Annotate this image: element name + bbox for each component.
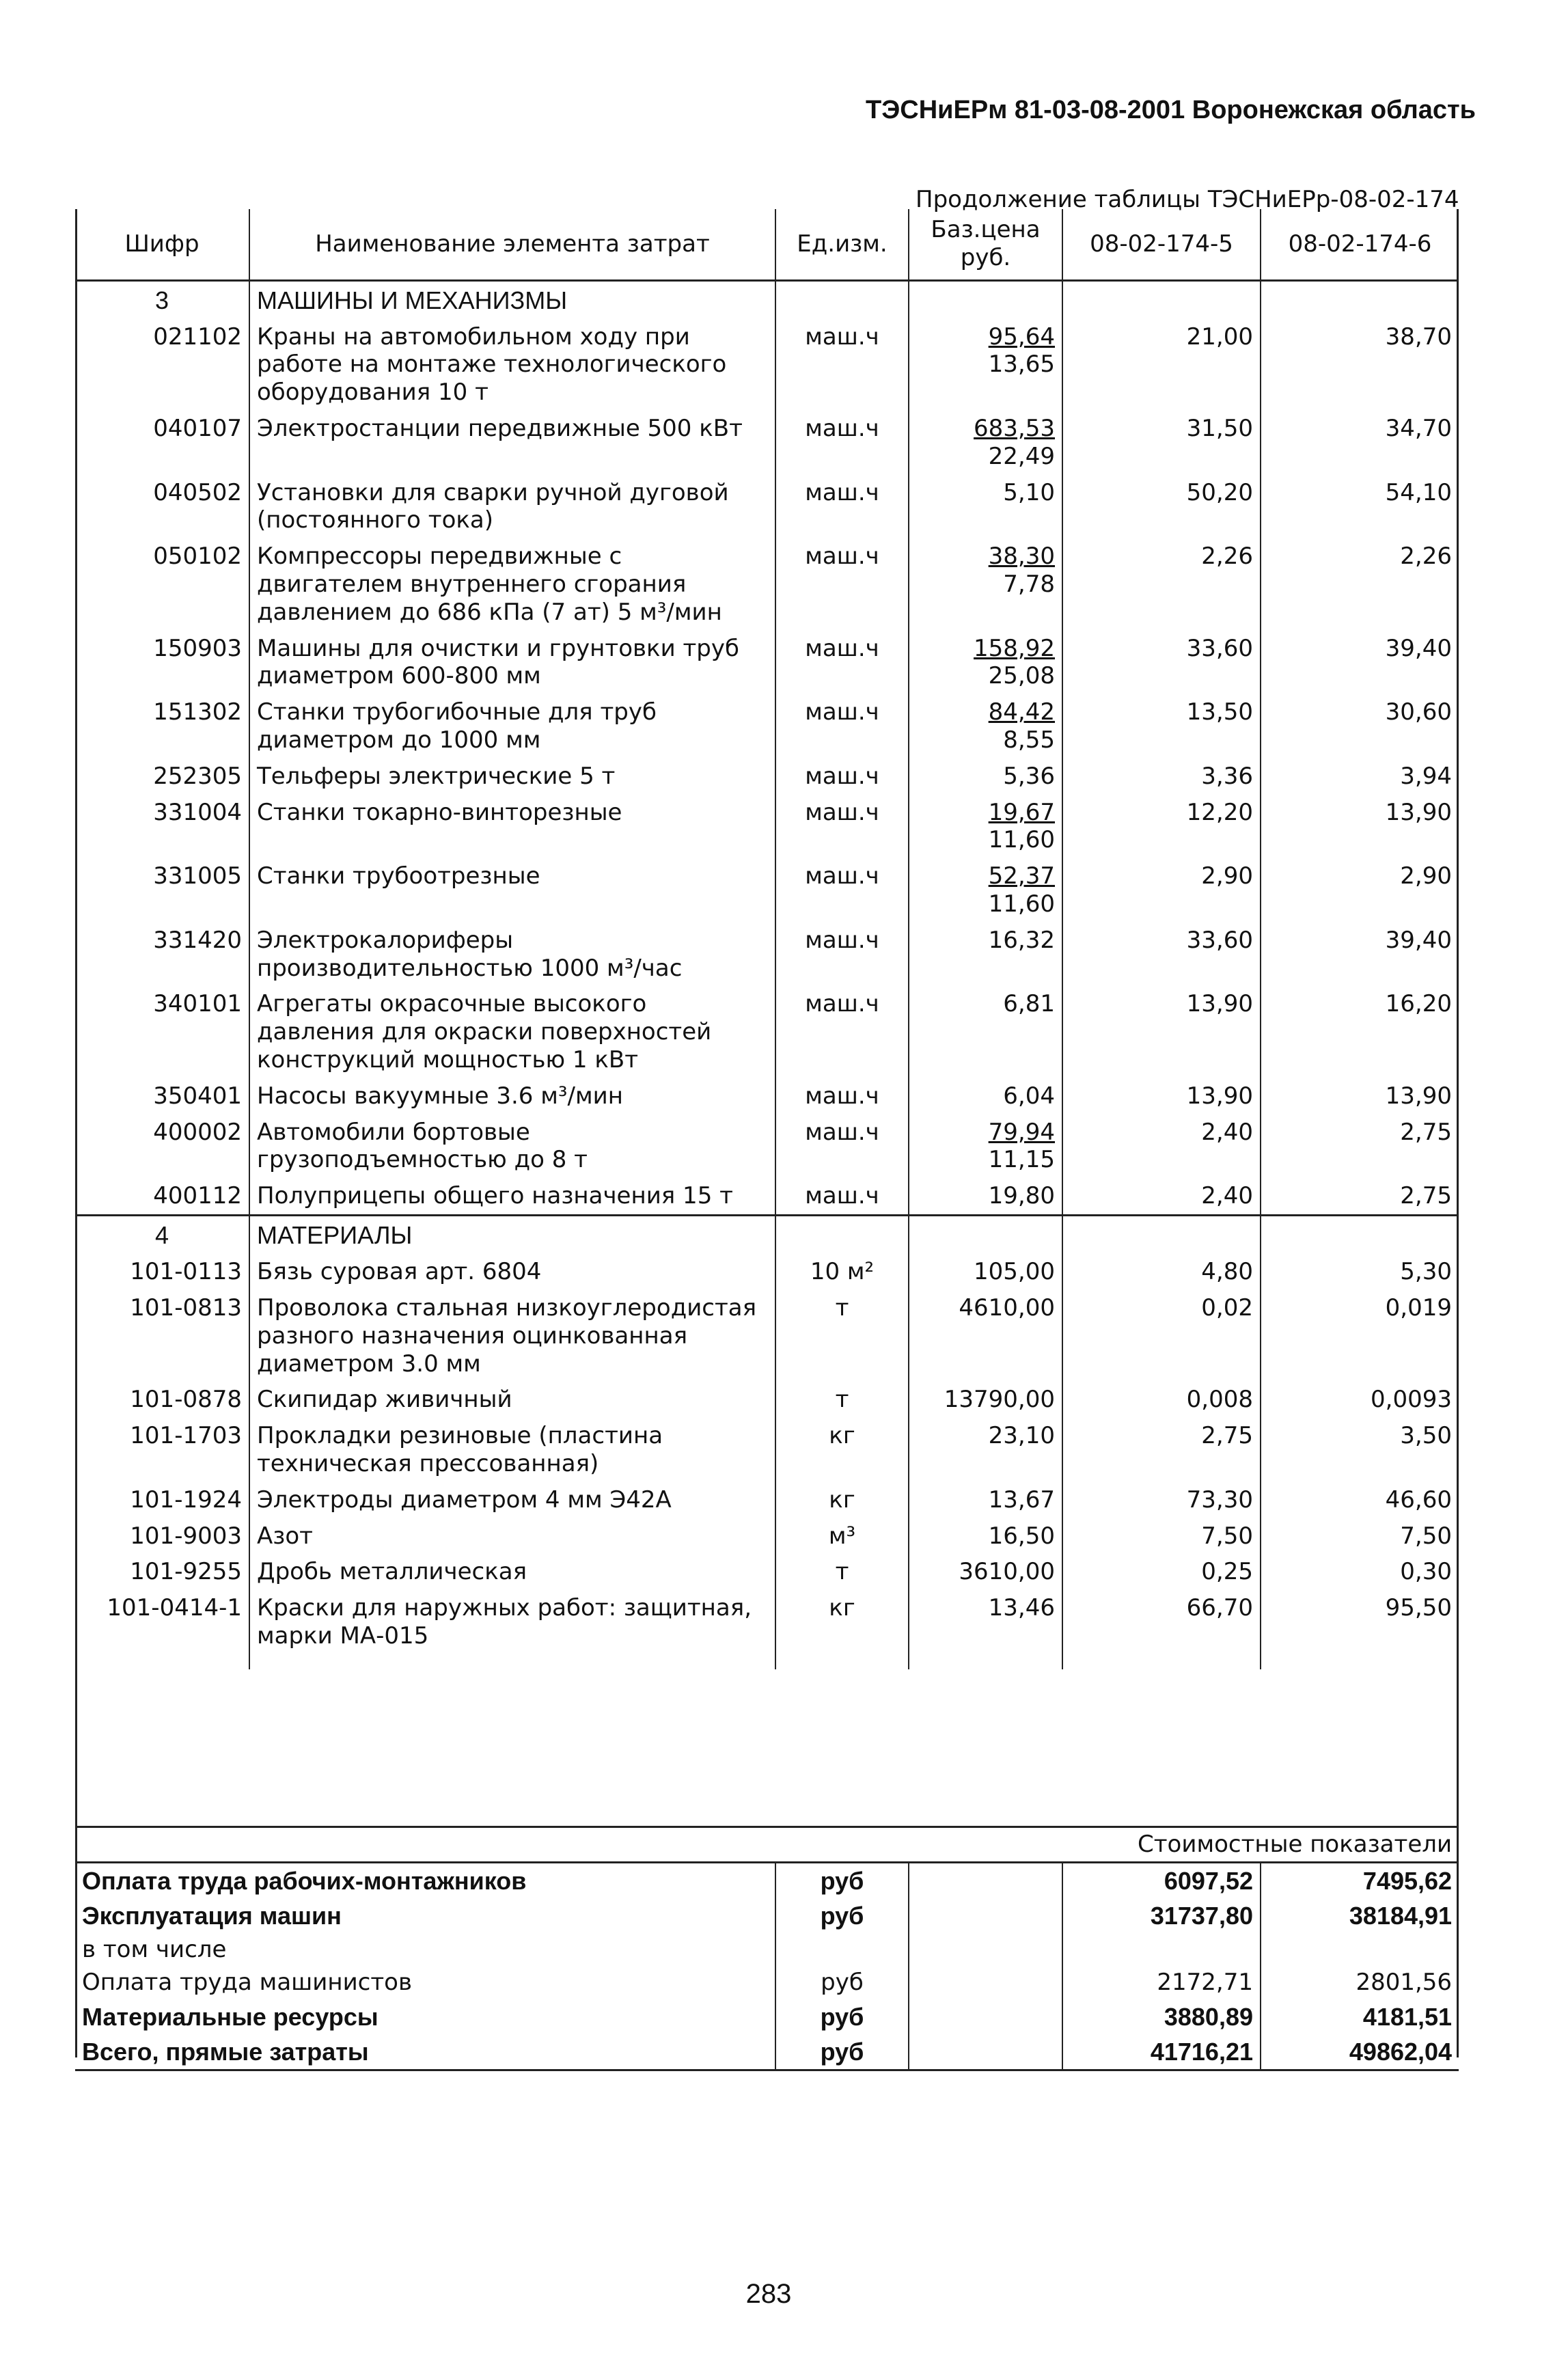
resource-base-price bbox=[909, 411, 1062, 475]
empty-cell bbox=[909, 1999, 1062, 2034]
resource-unit: 10 м² bbox=[775, 1254, 909, 1290]
norm-value-08-02-174-6: 2,26 bbox=[1400, 543, 1452, 571]
empty-cell bbox=[909, 1654, 1062, 1669]
cost-unit: руб bbox=[775, 1898, 909, 1933]
section-title: МАШИНЫ И МЕХАНИЗМЫ bbox=[249, 280, 775, 319]
cost-value-08-02-174-5: 3880,89 bbox=[1062, 1999, 1261, 2034]
table-row bbox=[75, 1482, 1459, 1518]
cost-value-08-02-174-6: 38184,91 bbox=[1349, 1901, 1453, 1930]
base-price-value: 19,80 bbox=[988, 1182, 1055, 1210]
base-price-value: 5,10 bbox=[1003, 478, 1055, 506]
base-price-value: 16,50 bbox=[988, 1522, 1055, 1550]
empty-cell bbox=[1261, 280, 1459, 319]
norm-value-08-02-174-6: 0,019 bbox=[1385, 1294, 1452, 1322]
cost-summary-table bbox=[75, 1826, 1459, 2071]
norm-value-08-02-174-6: 0,0093 bbox=[1371, 1386, 1452, 1414]
resource-base-price bbox=[909, 922, 1062, 987]
norm-value-08-02-174-6: 7,50 bbox=[1400, 1522, 1452, 1550]
base-price-value: 5,36 bbox=[1003, 762, 1055, 790]
norm-value-08-02-174-6: 2,75 bbox=[1400, 1182, 1452, 1210]
empty-cell bbox=[909, 2034, 1062, 2070]
cost-unit: руб bbox=[775, 2034, 909, 2070]
resource-code: 040107 bbox=[75, 411, 249, 475]
cost-value-08-02-174-5 bbox=[1062, 1933, 1261, 1967]
cost-unit bbox=[775, 1933, 909, 1967]
cost-unit: руб bbox=[775, 1862, 909, 1898]
base-price-value: 23,10 bbox=[988, 1422, 1055, 1450]
norm-value-08-02-174-6: 13,90 bbox=[1385, 798, 1452, 826]
resource-name: Краны на автомобильном ходу при работе на монтаже технологического оборудования 10 т bbox=[249, 319, 775, 411]
resource-unit: маш.ч bbox=[775, 411, 909, 475]
norm-value-08-02-174-5: 7,50 bbox=[1062, 1518, 1261, 1555]
resource-code: 101-1703 bbox=[75, 1418, 249, 1482]
base-price-value: 6,81 bbox=[1003, 990, 1055, 1018]
resource-base-price bbox=[909, 1114, 1062, 1179]
resource-unit: маш.ч bbox=[775, 1078, 909, 1114]
resource-unit: маш.ч bbox=[775, 319, 909, 411]
cost-label: Эксплуатация машин bbox=[82, 1901, 342, 1930]
norm-value-08-02-174-5: 2,40 bbox=[1062, 1114, 1261, 1179]
column-header-unit: Ед.изм. bbox=[775, 209, 909, 280]
norm-value-08-02-174-5: 2,40 bbox=[1062, 1178, 1261, 1215]
operator-wage-value: 25,08 bbox=[988, 662, 1055, 690]
spacer-row bbox=[75, 1654, 1459, 1669]
section-number: 3 bbox=[75, 280, 249, 319]
resource-base-price bbox=[909, 1078, 1062, 1114]
empty-cell bbox=[1261, 1654, 1459, 1669]
table-row bbox=[75, 1382, 1459, 1418]
norm-value-08-02-174-6: 3,94 bbox=[1400, 762, 1452, 790]
resource-unit: маш.ч bbox=[775, 694, 909, 758]
operator-wage-value: 8,55 bbox=[1003, 726, 1055, 754]
operator-wage-value: 11,60 bbox=[988, 826, 1055, 854]
table-row bbox=[75, 795, 1459, 859]
cost-summary-row bbox=[75, 1966, 1459, 1999]
resource-code: 050102 bbox=[75, 538, 249, 630]
base-price-value: 158,92 bbox=[974, 634, 1055, 662]
resource-unit: маш.ч bbox=[775, 758, 909, 795]
resource-code: 331005 bbox=[75, 858, 249, 922]
base-price-value: 683,53 bbox=[974, 415, 1055, 443]
resource-base-price bbox=[909, 538, 1062, 630]
table-row bbox=[75, 1518, 1459, 1555]
resource-name: Электрокалориферы производительностью 1000 м³/час bbox=[249, 922, 775, 987]
resource-code: 150903 bbox=[75, 631, 249, 695]
cost-value-08-02-174-5: 6097,52 bbox=[1062, 1862, 1261, 1898]
cost-value-08-02-174-6: 7495,62 bbox=[1362, 1866, 1453, 1895]
section-header-row bbox=[75, 280, 1459, 319]
column-header-08-02-174-5: 08-02-174-5 bbox=[1062, 209, 1261, 280]
cost-summary-row bbox=[75, 1862, 1459, 1898]
empty-cell bbox=[249, 1654, 775, 1669]
norm-value-08-02-174-5: 2,75 bbox=[1062, 1418, 1261, 1482]
norm-value-08-02-174-6: 39,40 bbox=[1385, 634, 1452, 662]
norm-value-08-02-174-5: 2,90 bbox=[1062, 858, 1261, 922]
resource-base-price bbox=[909, 986, 1062, 1078]
resource-name: Установки для сварки ручной дуговой (постоянного тока) bbox=[249, 475, 775, 539]
cost-unit: руб bbox=[775, 1966, 909, 1999]
cost-caption-row bbox=[75, 1827, 1459, 1863]
resource-base-price bbox=[909, 1482, 1062, 1518]
resource-name: Станки трубогибочные для труб диаметром до 1000 мм bbox=[249, 694, 775, 758]
norm-value-08-02-174-5: 50,20 bbox=[1062, 475, 1261, 539]
base-price-value: 19,67 bbox=[988, 798, 1055, 826]
norm-value-08-02-174-5: 2,26 bbox=[1062, 538, 1261, 630]
resource-code: 040502 bbox=[75, 475, 249, 539]
resource-name: Бязь суровая арт. 6804 bbox=[249, 1254, 775, 1290]
table-row bbox=[75, 1114, 1459, 1179]
resource-base-price bbox=[909, 1418, 1062, 1482]
resource-base-price bbox=[909, 858, 1062, 922]
column-header-code: Шифр bbox=[75, 209, 249, 280]
resource-code: 021102 bbox=[75, 319, 249, 411]
empty-cell bbox=[909, 1933, 1062, 1967]
resource-name: Электроды диаметром 4 мм Э42А bbox=[249, 1482, 775, 1518]
base-price-value: 6,04 bbox=[1003, 1082, 1055, 1110]
norm-value-08-02-174-6: 39,40 bbox=[1385, 926, 1452, 954]
column-header-08-02-174-6: 08-02-174-6 bbox=[1261, 209, 1459, 280]
resource-name: Компрессоры передвижные с двигателем внутреннего сгорания давлением до 686 кПа (7 ат) 5 м³/мин bbox=[249, 538, 775, 630]
table-row bbox=[75, 1178, 1459, 1215]
resource-unit: маш.ч bbox=[775, 922, 909, 987]
document-header-title: ТЭСНиЕРм 81-03-08-2001 Воронежская область bbox=[866, 96, 1476, 124]
norm-value-08-02-174-6: 95,50 bbox=[1385, 1594, 1452, 1622]
resource-base-price bbox=[909, 1254, 1062, 1290]
base-price-value: 38,30 bbox=[988, 543, 1055, 571]
resource-unit: кг bbox=[775, 1590, 909, 1654]
norm-value-08-02-174-6: 2,90 bbox=[1400, 862, 1452, 890]
norm-value-08-02-174-5: 66,70 bbox=[1062, 1590, 1261, 1654]
cost-summary-row bbox=[75, 2034, 1459, 2070]
resource-code: 101-9003 bbox=[75, 1518, 249, 1555]
norm-value-08-02-174-5: 33,60 bbox=[1062, 631, 1261, 695]
cost-label: Материальные ресурсы bbox=[82, 2002, 379, 2031]
norm-value-08-02-174-5: 33,60 bbox=[1062, 922, 1261, 987]
empty-cell bbox=[1062, 1654, 1261, 1669]
resource-name: Полуприцепы общего назначения 15 т bbox=[249, 1178, 775, 1215]
table-row bbox=[75, 694, 1459, 758]
norm-value-08-02-174-5: 13,90 bbox=[1062, 1078, 1261, 1114]
empty-cell bbox=[775, 1654, 909, 1669]
cost-label: в том числе bbox=[82, 1935, 227, 1963]
cost-summary-row bbox=[75, 1999, 1459, 2034]
cost-value-08-02-174-6 bbox=[1261, 1933, 1459, 1967]
empty-cell bbox=[1062, 1216, 1261, 1255]
norm-value-08-02-174-5: 12,20 bbox=[1062, 795, 1261, 859]
resource-base-price bbox=[909, 319, 1062, 411]
norm-value-08-02-174-5: 0,25 bbox=[1062, 1554, 1261, 1590]
resource-base-price bbox=[909, 1290, 1062, 1382]
column-header-name: Наименование элемента затрат bbox=[249, 209, 775, 280]
resource-unit: кг bbox=[775, 1418, 909, 1482]
resource-code: 400002 bbox=[75, 1114, 249, 1179]
column-header-price: Баз.цена руб. bbox=[909, 209, 1062, 280]
cost-value-08-02-174-6: 4181,51 bbox=[1362, 2002, 1453, 2031]
norm-value-08-02-174-5: 4,80 bbox=[1062, 1254, 1261, 1290]
page-number: 283 bbox=[745, 2279, 792, 2309]
resource-name: Азот bbox=[249, 1518, 775, 1555]
empty-cell bbox=[909, 1216, 1062, 1255]
cost-indicators-caption: Стоимостные показатели bbox=[75, 1827, 1459, 1863]
norm-value-08-02-174-6: 2,75 bbox=[1400, 1118, 1452, 1146]
resource-code: 400112 bbox=[75, 1178, 249, 1215]
base-price-value: 16,32 bbox=[988, 926, 1055, 954]
base-price-value: 4610,00 bbox=[959, 1294, 1055, 1322]
base-price-value: 95,64 bbox=[988, 323, 1055, 351]
table-row bbox=[75, 411, 1459, 475]
resource-code: 101-0813 bbox=[75, 1290, 249, 1382]
resource-unit: маш.ч bbox=[775, 858, 909, 922]
table-row bbox=[75, 1078, 1459, 1114]
cost-value-08-02-174-6: 49862,04 bbox=[1261, 2034, 1459, 2070]
section-title: МАТЕРИАЛЫ bbox=[249, 1216, 775, 1255]
resource-name: Автомобили бортовые грузоподъемностью до 8 т bbox=[249, 1114, 775, 1179]
operator-wage-value: 7,78 bbox=[1003, 571, 1055, 599]
resource-code: 331420 bbox=[75, 922, 249, 987]
resource-code: 101-0414-1 bbox=[75, 1590, 249, 1654]
table-continuation-caption: Продолжение таблицы ТЭСНиЕРр-08-02-174 bbox=[916, 186, 1459, 213]
resource-unit: т bbox=[775, 1554, 909, 1590]
base-price-value: 13,67 bbox=[988, 1486, 1055, 1514]
base-price-value: 13,46 bbox=[988, 1594, 1055, 1622]
resource-base-price bbox=[909, 694, 1062, 758]
operator-wage-value: 22,49 bbox=[988, 442, 1055, 470]
cost-unit: руб bbox=[775, 1999, 909, 2034]
cost-value-08-02-174-6: 2801,56 bbox=[1356, 1969, 1453, 1996]
cost-label: Всего, прямые затраты bbox=[75, 2034, 775, 2070]
resources-table bbox=[75, 209, 1459, 1669]
resource-base-price bbox=[909, 475, 1062, 539]
resource-unit: т bbox=[775, 1382, 909, 1418]
norm-value-08-02-174-5: 13,50 bbox=[1062, 694, 1261, 758]
resource-name: Краски для наружных работ: защитная, марки МА-015 bbox=[249, 1590, 775, 1654]
norm-value-08-02-174-6: 34,70 bbox=[1385, 415, 1452, 443]
resource-base-price bbox=[909, 631, 1062, 695]
resource-unit: маш.ч bbox=[775, 1178, 909, 1215]
empty-cell bbox=[775, 280, 909, 319]
resource-name: Тельферы электрические 5 т bbox=[249, 758, 775, 795]
resource-code: 331004 bbox=[75, 795, 249, 859]
cost-summary-row bbox=[75, 1933, 1459, 1967]
base-price-value: 79,94 bbox=[988, 1118, 1055, 1146]
norm-value-08-02-174-6: 54,10 bbox=[1385, 478, 1452, 506]
table-row bbox=[75, 1554, 1459, 1590]
cost-summary-row bbox=[75, 1898, 1459, 1933]
table-row bbox=[75, 1590, 1459, 1654]
base-price-value: 13790,00 bbox=[944, 1386, 1055, 1414]
empty-cell bbox=[775, 1216, 909, 1255]
resource-code: 101-0878 bbox=[75, 1382, 249, 1418]
cost-value-08-02-174-5: 2172,71 bbox=[1062, 1966, 1261, 1999]
section-header-row bbox=[75, 1216, 1459, 1255]
table-row bbox=[75, 986, 1459, 1078]
table-row bbox=[75, 922, 1459, 987]
resource-base-price bbox=[909, 1382, 1062, 1418]
resource-unit: маш.ч bbox=[775, 795, 909, 859]
resource-code: 340101 bbox=[75, 986, 249, 1078]
table-header-row bbox=[75, 209, 1459, 280]
cost-summary-body bbox=[75, 1827, 1459, 2070]
resource-code: 350401 bbox=[75, 1078, 249, 1114]
norm-value-08-02-174-5: 0,008 bbox=[1062, 1382, 1261, 1418]
base-price-value: 84,42 bbox=[988, 698, 1055, 726]
resource-name: Агрегаты окрасочные высокого давления для окраски поверхностей конструкций мощностью 1 кВт bbox=[249, 986, 775, 1078]
norm-value-08-02-174-6: 16,20 bbox=[1385, 990, 1452, 1018]
norm-value-08-02-174-5: 13,90 bbox=[1062, 986, 1261, 1078]
empty-cell bbox=[75, 1654, 249, 1669]
resource-code: 151302 bbox=[75, 694, 249, 758]
resource-base-price bbox=[909, 1590, 1062, 1654]
resource-base-price bbox=[909, 1518, 1062, 1555]
norm-value-08-02-174-5: 0,02 bbox=[1062, 1290, 1261, 1382]
table-row bbox=[75, 538, 1459, 630]
resource-name: Проволока стальная низкоуглеродистая разного назначения оцинкованная диаметром 3.0 мм bbox=[249, 1290, 775, 1382]
resource-base-price bbox=[909, 758, 1062, 795]
resource-name: Дробь металлическая bbox=[249, 1554, 775, 1590]
norm-value-08-02-174-6: 46,60 bbox=[1385, 1486, 1452, 1514]
empty-cell bbox=[909, 1898, 1062, 1933]
table-body bbox=[75, 280, 1459, 1669]
operator-wage-value: 13,65 bbox=[988, 351, 1055, 379]
norm-value-08-02-174-6: 0,30 bbox=[1400, 1558, 1452, 1586]
table-row bbox=[75, 858, 1459, 922]
base-price-value: 3610,00 bbox=[959, 1558, 1055, 1586]
norm-value-08-02-174-6: 38,70 bbox=[1385, 323, 1452, 351]
resource-base-price bbox=[909, 1554, 1062, 1590]
resource-name: Насосы вакуумные 3.6 м³/мин bbox=[249, 1078, 775, 1114]
table-row bbox=[75, 758, 1459, 795]
resource-name: Станки трубоотрезные bbox=[249, 858, 775, 922]
empty-cell bbox=[1062, 280, 1261, 319]
resource-base-price bbox=[909, 795, 1062, 859]
norm-value-08-02-174-5: 3,36 bbox=[1062, 758, 1261, 795]
empty-cell bbox=[909, 1966, 1062, 1999]
resource-name: Станки токарно-винторезные bbox=[249, 795, 775, 859]
norm-value-08-02-174-6: 30,60 bbox=[1385, 698, 1452, 726]
cost-label: Оплата труда машинистов bbox=[82, 1969, 413, 1996]
cost-value-08-02-174-5: 31737,80 bbox=[1062, 1898, 1261, 1933]
resource-unit: маш.ч bbox=[775, 1114, 909, 1179]
operator-wage-value: 11,60 bbox=[988, 890, 1055, 918]
resource-code: 101-1924 bbox=[75, 1482, 249, 1518]
resource-name: Скипидар живичный bbox=[249, 1382, 775, 1418]
table-row bbox=[75, 475, 1459, 539]
resource-unit: маш.ч bbox=[775, 631, 909, 695]
operator-wage-value: 11,15 bbox=[988, 1146, 1055, 1174]
resource-code: 101-9255 bbox=[75, 1554, 249, 1590]
resource-code: 101-0113 bbox=[75, 1254, 249, 1290]
empty-cell bbox=[909, 1862, 1062, 1898]
resource-unit: м³ bbox=[775, 1518, 909, 1555]
base-price-value: 105,00 bbox=[974, 1258, 1055, 1286]
resource-unit: маш.ч bbox=[775, 986, 909, 1078]
table-row bbox=[75, 1254, 1459, 1290]
resource-unit: кг bbox=[775, 1482, 909, 1518]
cost-value-08-02-174-5: 41716,21 bbox=[1062, 2034, 1261, 2070]
norm-value-08-02-174-6: 3,50 bbox=[1400, 1422, 1452, 1450]
empty-cell bbox=[909, 280, 1062, 319]
norm-value-08-02-174-5: 21,00 bbox=[1062, 319, 1261, 411]
resource-name: Прокладки резиновые (пластина техническая прессованная) bbox=[249, 1418, 775, 1482]
resource-unit: т bbox=[775, 1290, 909, 1382]
norm-value-08-02-174-5: 73,30 bbox=[1062, 1482, 1261, 1518]
table-row bbox=[75, 1290, 1459, 1382]
resource-unit: маш.ч bbox=[775, 538, 909, 630]
base-price-value: 52,37 bbox=[988, 862, 1055, 890]
norm-value-08-02-174-6: 5,30 bbox=[1400, 1258, 1452, 1286]
table-row bbox=[75, 1418, 1459, 1482]
norm-value-08-02-174-6: 13,90 bbox=[1385, 1082, 1452, 1110]
table-row bbox=[75, 319, 1459, 411]
table-row bbox=[75, 631, 1459, 695]
empty-cell bbox=[1261, 1216, 1459, 1255]
section-number: 4 bbox=[75, 1216, 249, 1255]
resource-code: 252305 bbox=[75, 758, 249, 795]
norm-value-08-02-174-5: 31,50 bbox=[1062, 411, 1261, 475]
resource-unit: маш.ч bbox=[775, 475, 909, 539]
resource-name: Машины для очистки и грунтовки труб диаметром 600-800 мм bbox=[249, 631, 775, 695]
resource-name: Электростанции передвижные 500 кВт bbox=[249, 411, 775, 475]
cost-label: Оплата труда рабочих-монтажников bbox=[82, 1866, 527, 1895]
resource-base-price bbox=[909, 1178, 1062, 1215]
